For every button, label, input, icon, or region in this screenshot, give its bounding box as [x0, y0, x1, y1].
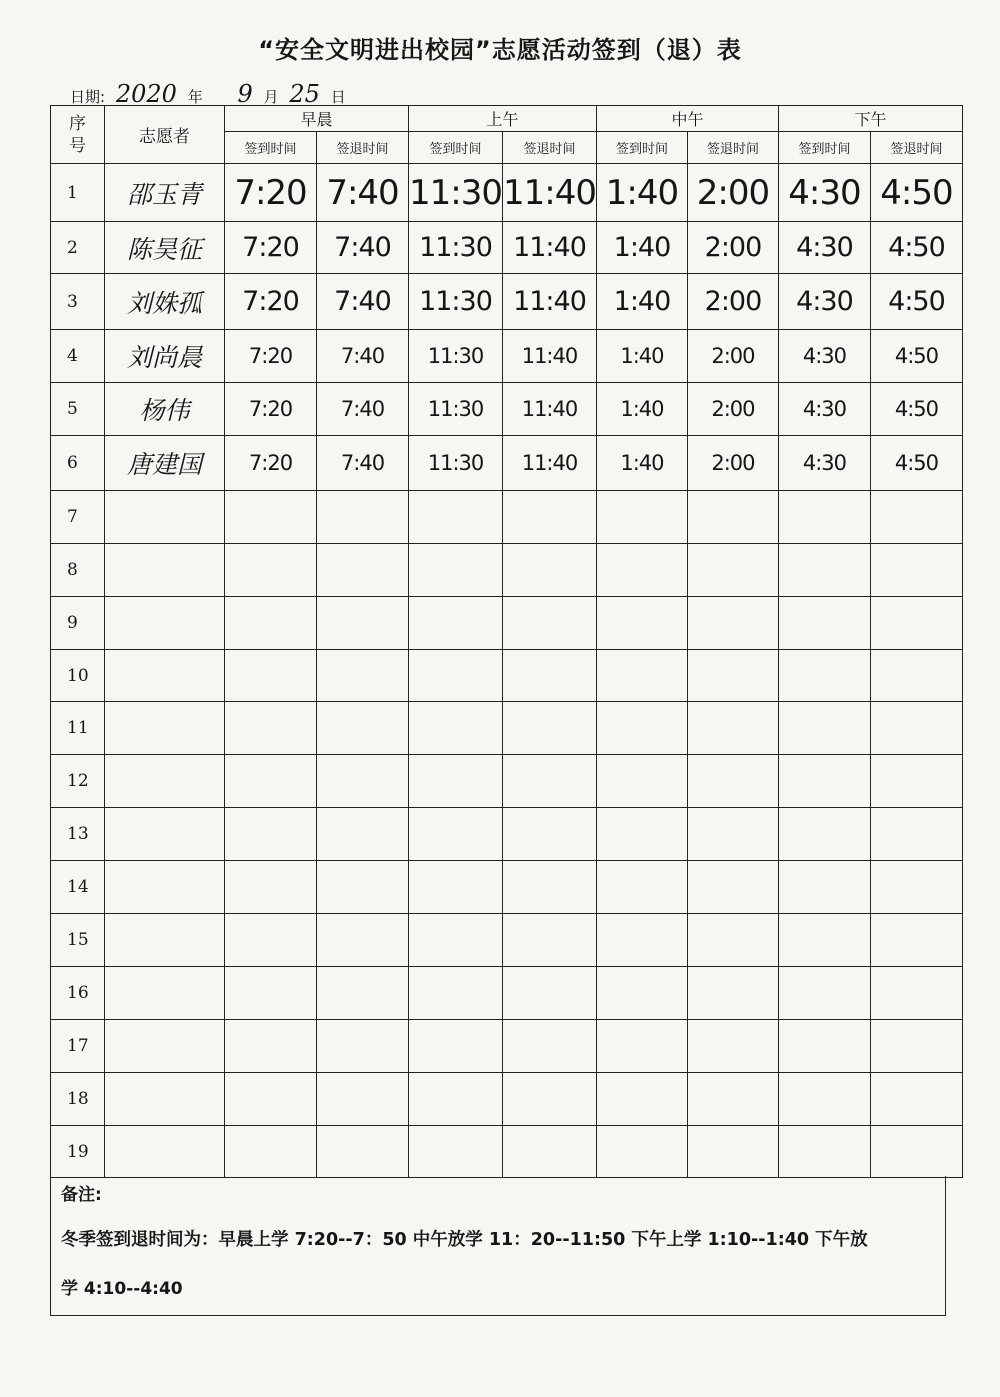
- sign-out-time: [317, 597, 409, 650]
- header-group-afternoon: 下午: [778, 106, 962, 132]
- sign-out-time: [502, 914, 596, 967]
- row-index: 10: [51, 650, 105, 702]
- sign-in-time: [409, 1020, 503, 1073]
- sign-in-time: [596, 967, 687, 1020]
- table-row: [51, 222, 963, 274]
- sign-out-time: 2:00: [687, 274, 778, 330]
- sign-out-time: [870, 967, 962, 1020]
- sign-out-time: 11:40: [502, 274, 596, 330]
- sign-in-time: [409, 1073, 503, 1126]
- row-index: 2: [51, 222, 105, 274]
- table-row: [51, 330, 963, 383]
- sign-out-time: [870, 702, 962, 755]
- table-row: [51, 702, 963, 755]
- table-row: [51, 967, 963, 1020]
- sign-out-time: 2:00: [687, 164, 778, 222]
- sign-out-time: [687, 914, 778, 967]
- sign-out-time: 11:40: [502, 222, 596, 274]
- sign-in-time: [778, 1073, 870, 1126]
- header-sign-out: 签退时间: [317, 132, 409, 164]
- sign-in-time: [409, 861, 503, 914]
- header-group-forenoon: 上午: [409, 106, 597, 132]
- sign-in-time: 11:30: [409, 330, 503, 383]
- table-row: [51, 1020, 963, 1073]
- remarks-box: [50, 1176, 946, 1316]
- sign-in-time: [225, 755, 317, 808]
- sign-in-time: [225, 597, 317, 650]
- sign-in-time: 1:40: [596, 436, 687, 491]
- sign-out-time: [870, 1020, 962, 1073]
- date-year: 2020: [115, 80, 177, 108]
- page-title: “安全文明进出校园”志愿活动签到（退）表: [258, 36, 742, 64]
- sign-out-time: 11:40: [502, 330, 596, 383]
- table-row: [51, 914, 963, 967]
- sign-in-time: 1:40: [596, 330, 687, 383]
- sign-in-time: [225, 1073, 317, 1126]
- sign-out-time: [870, 491, 962, 544]
- sign-in-time: [596, 702, 687, 755]
- sign-out-time: 4:50: [870, 274, 962, 330]
- sign-in-time: 11:30: [409, 383, 503, 436]
- row-index: 18: [51, 1073, 105, 1126]
- sign-in-time: [409, 597, 503, 650]
- sign-out-time: [502, 702, 596, 755]
- sign-in-time: 1:40: [596, 164, 687, 222]
- sign-in-time: 7:20: [225, 330, 317, 383]
- sign-in-time: 4:30: [778, 274, 870, 330]
- sign-out-time: 11:40: [502, 383, 596, 436]
- table-row: [51, 597, 963, 650]
- sign-out-time: [687, 1073, 778, 1126]
- sign-in-time: [225, 491, 317, 544]
- date-day: 25: [289, 80, 320, 108]
- table-row: [51, 274, 963, 330]
- sign-in-time: [596, 544, 687, 597]
- sign-out-time: 2:00: [687, 436, 778, 491]
- sign-out-time: [687, 861, 778, 914]
- sign-out-time: [870, 597, 962, 650]
- sign-in-time: [409, 808, 503, 861]
- row-index: 3: [51, 274, 105, 330]
- sign-in-time: [409, 914, 503, 967]
- header-group-noon: 中午: [596, 106, 778, 132]
- volunteer-name: 刘姝孤: [105, 274, 225, 330]
- sign-out-time: [502, 1073, 596, 1126]
- table-row: [51, 436, 963, 491]
- sign-out-time: [870, 544, 962, 597]
- header-sign-in: 签到时间: [409, 132, 503, 164]
- sign-in-time: [225, 808, 317, 861]
- table-row: [51, 1073, 963, 1126]
- sign-in-time: [409, 1126, 503, 1178]
- sign-out-time: 11:40: [502, 436, 596, 491]
- sign-out-time: 11:40: [502, 164, 596, 222]
- sign-out-time: [687, 650, 778, 702]
- row-index: 17: [51, 1020, 105, 1073]
- sign-out-time: [687, 755, 778, 808]
- date-day-unit: 日: [330, 88, 346, 106]
- header-sign-in: 签到时间: [225, 132, 317, 164]
- sign-in-time: [409, 650, 503, 702]
- header-sign-out: 签退时间: [502, 132, 596, 164]
- row-index: 11: [51, 702, 105, 755]
- sign-in-time: 7:20: [225, 383, 317, 436]
- row-index: 14: [51, 861, 105, 914]
- sign-out-time: [870, 808, 962, 861]
- sign-out-time: [502, 597, 596, 650]
- sign-out-time: [317, 861, 409, 914]
- sign-in-time: [409, 544, 503, 597]
- sign-out-time: [317, 755, 409, 808]
- sign-in-time: [596, 861, 687, 914]
- sign-in-time: [409, 491, 503, 544]
- sign-out-time: 2:00: [687, 330, 778, 383]
- sign-out-time: [317, 491, 409, 544]
- sign-in-time: 7:20: [225, 274, 317, 330]
- header-index: 序号: [51, 106, 105, 164]
- sign-out-time: [687, 702, 778, 755]
- volunteer-name: [105, 1126, 225, 1178]
- sign-in-time: [778, 1020, 870, 1073]
- sign-out-time: [317, 1126, 409, 1178]
- volunteer-name: [105, 967, 225, 1020]
- sign-out-time: 4:50: [870, 330, 962, 383]
- header-sign-in: 签到时间: [596, 132, 687, 164]
- table-row: [51, 1126, 963, 1178]
- row-index: 12: [51, 755, 105, 808]
- header-sign-out: 签退时间: [687, 132, 778, 164]
- sign-in-time: [409, 967, 503, 1020]
- table-row: [51, 808, 963, 861]
- row-index: 7: [51, 491, 105, 544]
- sign-out-time: 4:50: [870, 436, 962, 491]
- volunteer-name: [105, 597, 225, 650]
- volunteer-name: [105, 650, 225, 702]
- sign-out-time: [502, 808, 596, 861]
- sign-in-time: [596, 1073, 687, 1126]
- sign-out-time: [687, 1126, 778, 1178]
- sign-out-time: 4:50: [870, 222, 962, 274]
- volunteer-name: [105, 1073, 225, 1126]
- sign-in-time: 7:20: [225, 222, 317, 274]
- header-sign-out: 签退时间: [870, 132, 962, 164]
- sign-out-time: [687, 1020, 778, 1073]
- sign-in-time: 11:30: [409, 274, 503, 330]
- sign-out-time: 4:50: [870, 164, 962, 222]
- date-label: 日期:: [70, 88, 106, 106]
- sign-out-time: 2:00: [687, 383, 778, 436]
- row-index: 15: [51, 914, 105, 967]
- sign-out-time: [870, 914, 962, 967]
- sign-out-time: [502, 1020, 596, 1073]
- sign-in-time: [778, 650, 870, 702]
- row-index: 4: [51, 330, 105, 383]
- sign-in-time: [778, 808, 870, 861]
- sign-out-time: [317, 967, 409, 1020]
- sign-out-time: [317, 1073, 409, 1126]
- sign-in-time: 11:30: [409, 222, 503, 274]
- sign-out-time: [687, 491, 778, 544]
- sign-in-time: [778, 914, 870, 967]
- sign-in-time: 7:20: [225, 436, 317, 491]
- date-month: 9: [237, 80, 253, 108]
- row-index: 5: [51, 383, 105, 436]
- volunteer-name: 唐建国: [105, 436, 225, 491]
- sign-out-time: [870, 1126, 962, 1178]
- sign-out-time: [870, 755, 962, 808]
- table-row: [51, 544, 963, 597]
- remarks-line1: 冬季签到退时间为：早晨上学 7:20--7：50 中午放学 11：20--11:50 下午上学 1:10--1:40 下午放: [61, 1230, 868, 1250]
- volunteer-name: [105, 914, 225, 967]
- sign-in-time: [225, 702, 317, 755]
- volunteer-name: 刘尚晨: [105, 330, 225, 383]
- sign-in-time: 1:40: [596, 383, 687, 436]
- date-line: [70, 80, 346, 108]
- row-index: 9: [51, 597, 105, 650]
- volunteer-name: [105, 491, 225, 544]
- sign-out-time: 7:40: [317, 164, 409, 222]
- row-index: 19: [51, 1126, 105, 1178]
- table-row: [51, 755, 963, 808]
- sign-out-time: [502, 544, 596, 597]
- row-index: 13: [51, 808, 105, 861]
- sign-out-time: [687, 808, 778, 861]
- table-row: [51, 491, 963, 544]
- sign-in-time: [225, 1126, 317, 1178]
- date-month-unit: 月: [263, 88, 279, 106]
- sign-out-time: 7:40: [317, 330, 409, 383]
- sign-in-time: 7:20: [225, 164, 317, 222]
- sign-out-time: [870, 861, 962, 914]
- sign-in-time: [596, 914, 687, 967]
- volunteer-name: [105, 808, 225, 861]
- volunteer-name: 陈昊征: [105, 222, 225, 274]
- sign-in-time: [596, 1126, 687, 1178]
- header-volunteer: 志愿者: [105, 106, 225, 164]
- sign-in-time: [596, 755, 687, 808]
- volunteer-name: 邵玉青: [105, 164, 225, 222]
- sign-in-time: [778, 544, 870, 597]
- sign-in-time: [225, 914, 317, 967]
- table-row: [51, 650, 963, 702]
- row-index: 6: [51, 436, 105, 491]
- signin-table: [50, 105, 963, 1178]
- sign-out-time: [317, 544, 409, 597]
- sign-in-time: 4:30: [778, 164, 870, 222]
- sign-out-time: [317, 1020, 409, 1073]
- row-index: 16: [51, 967, 105, 1020]
- sign-in-time: [778, 491, 870, 544]
- sign-in-time: [596, 597, 687, 650]
- sign-out-time: [317, 808, 409, 861]
- sign-in-time: [778, 861, 870, 914]
- sign-out-time: [502, 650, 596, 702]
- sign-in-time: 11:30: [409, 436, 503, 491]
- sign-out-time: 2:00: [687, 222, 778, 274]
- sign-in-time: [225, 967, 317, 1020]
- sign-out-time: [687, 544, 778, 597]
- sign-out-time: [502, 491, 596, 544]
- sign-out-time: [502, 967, 596, 1020]
- sign-out-time: [502, 1126, 596, 1178]
- sign-out-time: [870, 650, 962, 702]
- sign-out-time: 7:40: [317, 383, 409, 436]
- sign-out-time: [317, 914, 409, 967]
- sign-in-time: [225, 650, 317, 702]
- sign-in-time: [596, 650, 687, 702]
- sign-in-time: 4:30: [778, 330, 870, 383]
- header-group-morning: 早晨: [225, 106, 409, 132]
- remarks-line2: 学 4:10--4:40: [61, 1279, 183, 1299]
- volunteer-name: [105, 755, 225, 808]
- sign-in-time: [409, 755, 503, 808]
- sign-out-time: [317, 650, 409, 702]
- table-row: [51, 383, 963, 436]
- sign-in-time: [778, 597, 870, 650]
- sign-in-time: [778, 1126, 870, 1178]
- table-row: [51, 164, 963, 222]
- sign-out-time: 7:40: [317, 222, 409, 274]
- sign-out-time: 7:40: [317, 274, 409, 330]
- sign-in-time: [409, 702, 503, 755]
- sign-out-time: 4:50: [870, 383, 962, 436]
- volunteer-name: [105, 861, 225, 914]
- sign-in-time: 1:40: [596, 274, 687, 330]
- header-sign-in: 签到时间: [778, 132, 870, 164]
- sign-in-time: 4:30: [778, 222, 870, 274]
- sign-in-time: [778, 967, 870, 1020]
- date-year-unit: 年: [187, 88, 203, 106]
- sign-in-time: [225, 544, 317, 597]
- sign-out-time: [317, 702, 409, 755]
- table-row: [51, 861, 963, 914]
- sign-out-time: [687, 967, 778, 1020]
- sign-in-time: [596, 491, 687, 544]
- volunteer-name: 杨伟: [105, 383, 225, 436]
- sign-in-time: 4:30: [778, 383, 870, 436]
- sign-in-time: 4:30: [778, 436, 870, 491]
- sign-in-time: [596, 808, 687, 861]
- sign-in-time: 11:30: [409, 164, 503, 222]
- sign-in-time: [225, 1020, 317, 1073]
- sign-in-time: [778, 702, 870, 755]
- sign-out-time: 7:40: [317, 436, 409, 491]
- row-index: 1: [51, 164, 105, 222]
- volunteer-name: [105, 544, 225, 597]
- sign-in-time: [778, 755, 870, 808]
- sign-out-time: [502, 861, 596, 914]
- sign-out-time: [502, 755, 596, 808]
- volunteer-name: [105, 1020, 225, 1073]
- sign-in-time: [596, 1020, 687, 1073]
- volunteer-name: [105, 702, 225, 755]
- remarks-label: 备注:: [61, 1185, 102, 1205]
- sign-out-time: [687, 597, 778, 650]
- sign-out-time: [870, 1073, 962, 1126]
- sign-in-time: 1:40: [596, 222, 687, 274]
- sign-in-time: [225, 861, 317, 914]
- row-index: 8: [51, 544, 105, 597]
